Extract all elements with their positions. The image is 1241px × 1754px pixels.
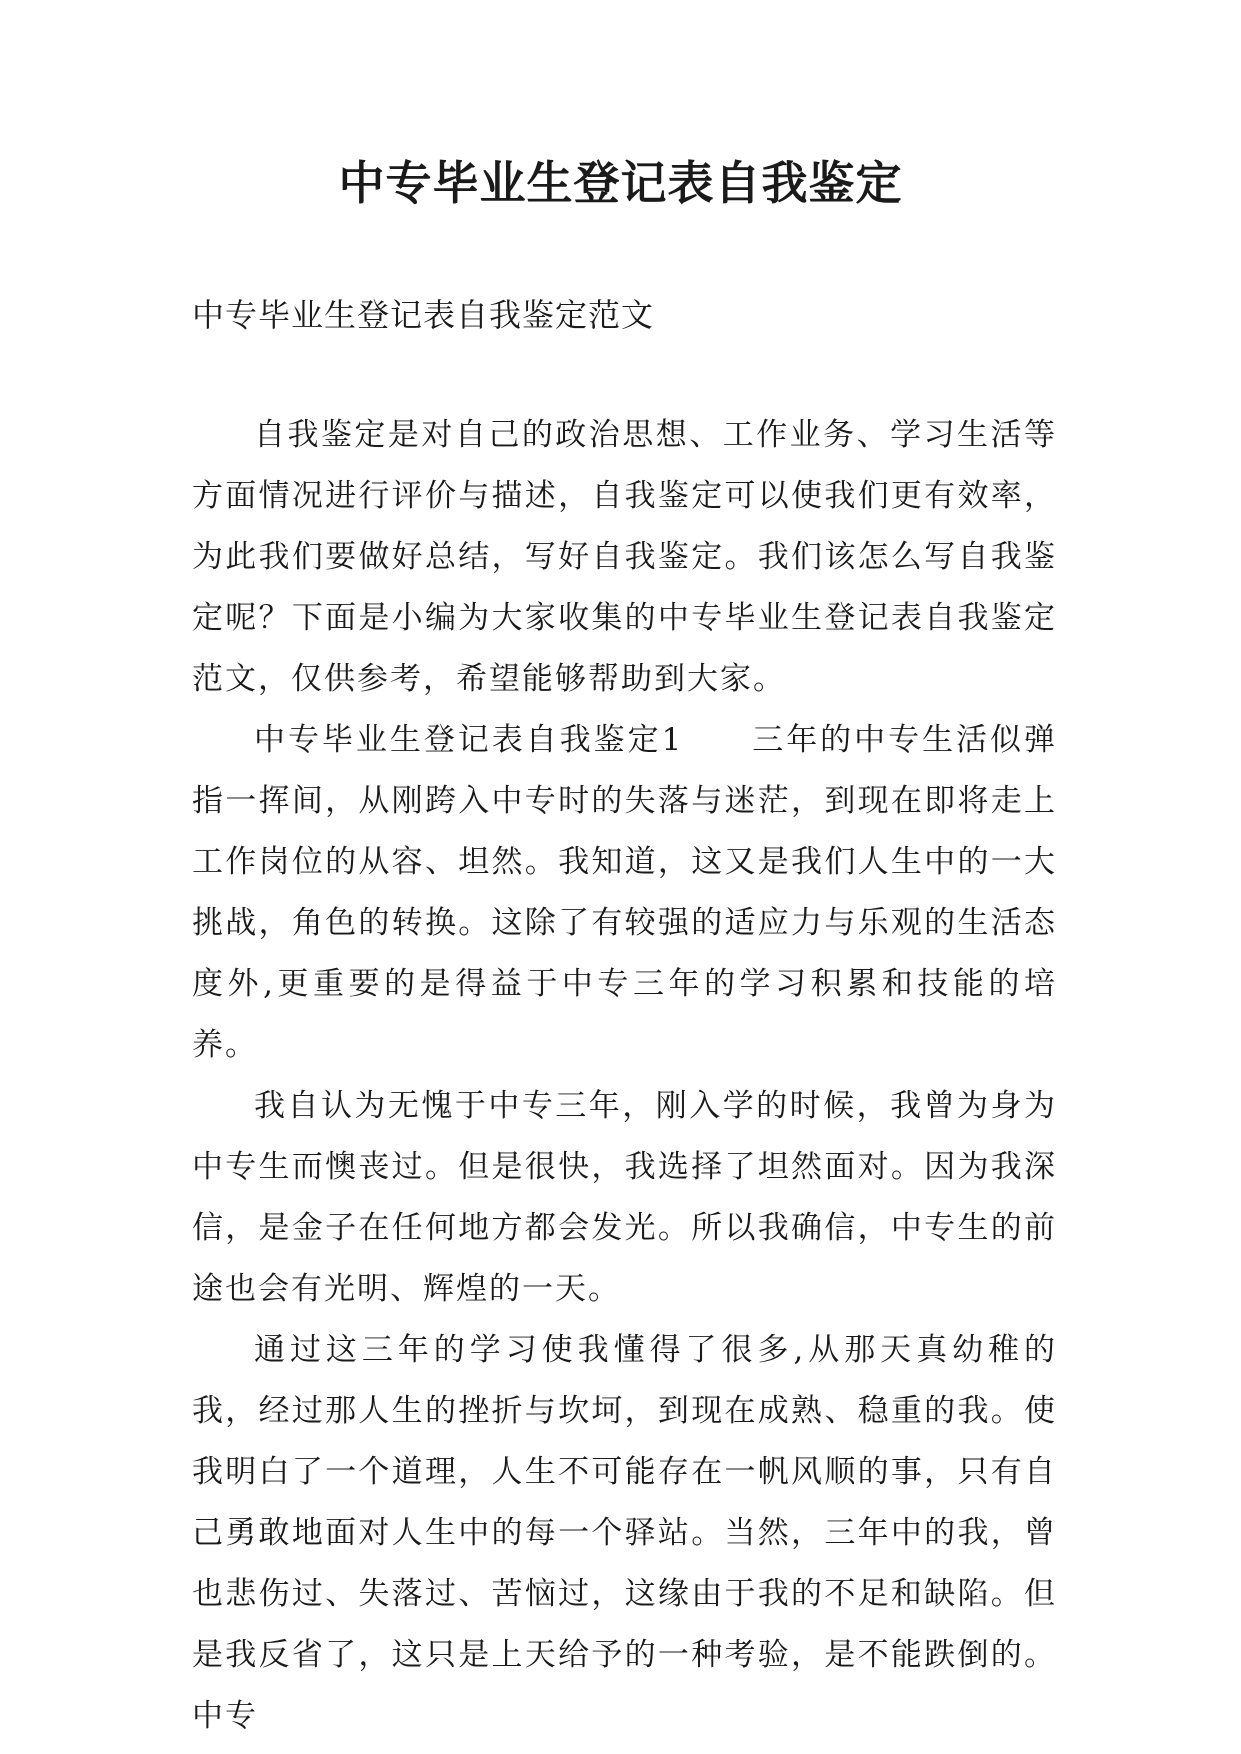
document-title: 中专毕业生登记表自我鉴定	[338, 156, 903, 210]
document-body	[192, 405, 1057, 1747]
paragraph-learning: 通过这三年的学习使我懂得了很多,从那天真幼稚的我，经过那人生的挫折与坎坷，到现在成熟、稳重的我。使我明白了一个道理，人生不可能存在一帆风顺的事，只有自己勇敢地面对人生中的每一个驿站。当然，三年中的我，曾也悲伤过、失落过、苦恼过，这缘由于我的不足和缺陷。但是我反省了，这只是上天给予的一种考验，是不能跌倒的。中专	[192, 1332, 1057, 1734]
document-subtitle: 中专毕业生登记表自我鉴定范文	[192, 296, 655, 334]
paragraph-intro: 自我鉴定是对自己的政治思想、工作业务、学习生活等方面情况进行评价与描述，自我鉴定可以使我们更有效率，为此我们要做好总结，写好自我鉴定。我们该怎么写自我鉴定呢？下面是小编为大家收集的中专毕业生登记表自我鉴定范文，仅供参考，希望能够帮助到大家。	[192, 417, 1057, 697]
paragraph-sample-1: 中专毕业生登记表自我鉴定1 三年的中专生活似弹指一挥间，从刚跨入中专时的失落与迷茫，到现在即将走上工作岗位的从容、坦然。我知道，这又是我们人生中的一大挑战，角色的转换。这除了有较强的适应力与乐观的生活态度外,更重要的是得益于中专三年的学习积累和技能的培养。	[192, 722, 1057, 1063]
paragraph-self-confidence: 我自认为无愧于中专三年，刚入学的时候，我曾为身为中专生而懊丧过。但是很快，我选择了坦然面对。因为我深信，是金子在任何地方都会发光。所以我确信，中专生的前途也会有光明、辉煌的一天。	[192, 1088, 1057, 1307]
